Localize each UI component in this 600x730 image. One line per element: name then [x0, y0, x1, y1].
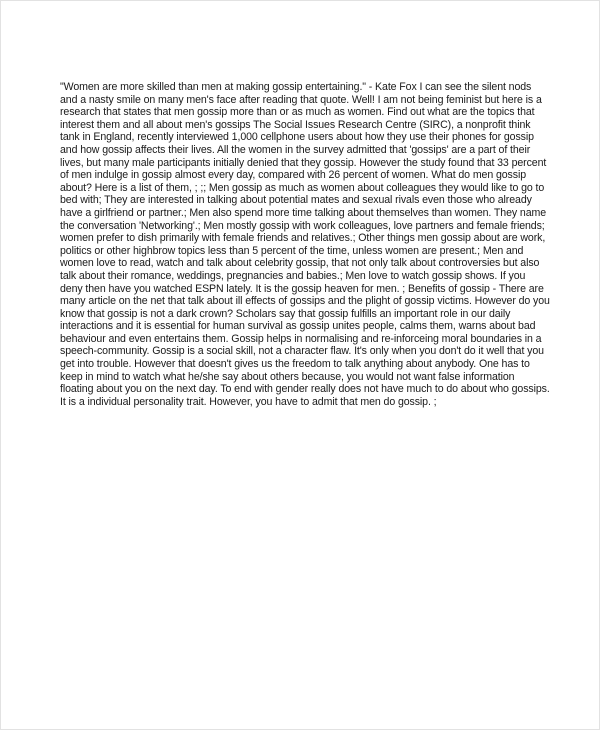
body-paragraph: "Women are more skilled than men at making gossip entertaining." - Kate Fox I can see the silent nods and a nasty smile on many men's face after reading that quote. Well! I am not being feminist but here is a research that states that men gossip more than or as much as women. Find out what are the topics that interest them and all about men's gossips The Social Issues Research Centre (SIRC), a nonprofit think tank in England, recently interviewed 1,000 cellphone users about how they use their phones for gossip and how gossip affects their lives. All the women in the survey admitted that 'gossips' are a part of their lives, but many male participants initially denied that they gossip. However the study found that 33 percent of men indulge in gossip almost every day, compared with 26 percent of women. What do men gossip about? Here is a list of them, ; ;; Men gossip as much as women about colleagues they would like to go to bed with; They are interested in talking about potential mates and sexual rivals even those who already have a girlfriend or partner.; Men also spend more time talking about themselves than women. They name the conversation 'Networking'.; Men mostly gossip with work colleagues, love partners and female friends; women prefer to dish primarily with female friends and relatives.; Other things men gossip about are work, politics or other highbrow topics less than 5 percent of the time, unless women are present.; Men and women love to read, watch and talk about celebrity gossip, that not only talk about controversies but also talk about their romance, weddings, pregnancies and babies.; Men love to watch gossip shows. If you deny then have you watched ESPN lately. It is the gossip heaven for men. ; Benefits of gossip - There are many article on the net that talk about ill effects of gossips and the plight of gossip victims. However do you know that gossip is not a dark crown? Scholars say that gossip fulfills an important role in our daily interactions and it is essential for human survival as gossip unites people, calms them, warns about bad behaviour and even entertains them. Gossip helps in normalising and re-inforceing moral boundaries in a speech-community. Gossip is a social skill, not a character flaw. It's only when you don't do it well that you get into trouble. However that doesn't gives us the freedom to talk anything about anybody. One has to keep in mind to watch what he/she say about others because, you would not want false information floating about you on the next day. To end with gender really does not have much to do about who gossips. It is a individual personality trait. However, you have to admit that men do gossip. ;: [60, 81, 550, 408]
